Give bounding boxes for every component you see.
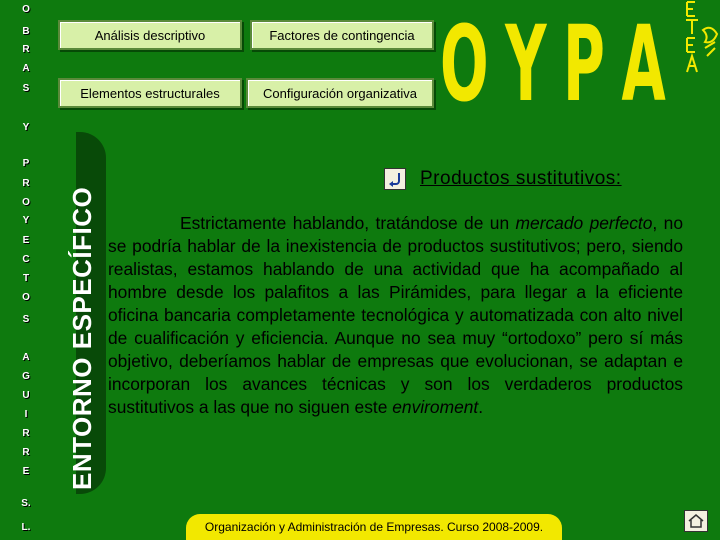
factores-contingencia-button[interactable]: Factores de contingencia: [250, 20, 434, 50]
side-letter: U: [22, 390, 30, 401]
side-letter: S: [22, 83, 30, 94]
side-letter: C: [22, 254, 30, 265]
side-letter: O: [22, 292, 30, 303]
return-arrow-icon: [387, 171, 403, 187]
side-letter: A: [22, 352, 30, 363]
side-letter: G: [22, 371, 30, 382]
body-paragraph: [108, 212, 683, 419]
configuracion-organizativa-button[interactable]: Configuración organizativa: [246, 78, 434, 108]
body-text-italic: mercado perfecto: [515, 213, 653, 233]
side-letter: R: [22, 428, 30, 439]
side-letter: O: [22, 4, 30, 15]
side-letter: Y: [22, 122, 30, 133]
side-letters: [0, 0, 44, 540]
side-letter: R: [22, 178, 30, 189]
logo-letter: Y: [505, 14, 547, 118]
logo-letter: O: [440, 14, 489, 118]
side-letter: S.: [21, 498, 31, 509]
body-text-part: .: [478, 397, 484, 417]
etea-emblem-icon: [683, 0, 720, 80]
side-letter: T: [22, 273, 30, 284]
house-icon: [688, 514, 704, 528]
elementos-estructurales-button[interactable]: Elementos estructurales: [58, 78, 242, 108]
body-text-italic: enviroment: [392, 397, 479, 417]
side-title: ENTORNO ESPECÍFICO: [67, 186, 97, 490]
side-letter: B: [22, 26, 30, 37]
side-letter: E: [22, 235, 30, 246]
home-icon[interactable]: [684, 510, 708, 532]
side-letter: P: [22, 158, 30, 169]
side-letter: A: [22, 63, 30, 74]
section-heading: Productos sustitutivos:: [420, 168, 622, 189]
side-letter: E: [22, 466, 30, 477]
side-letter: O: [22, 197, 30, 208]
body-text-part: , no se podría hablar de la inexistencia de productos sustitutivos; pero, siendo realistas, estamos hablando de una actividad que ha acompañado al hombre desde los palafitos a las Pirámides, para llegar a la eficiente oficina bancaria completamente tecnológica y automatizada con alto nivel de cualificación y eficiencia. Aunque no sea muy “ortodoxo” pero sí más objetivo, deberíamos hablar de empresas que evolucionan, se adaptan e incorporan los avances técnicas y son los verdaderos productos sustitutivos a las que no siguen este: [108, 213, 683, 417]
side-letter: I: [24, 409, 28, 420]
side-letter: Y: [22, 215, 30, 226]
side-letter: L.: [21, 522, 31, 533]
side-letter: R: [22, 44, 30, 55]
side-letter: R: [22, 447, 30, 458]
logo-letter: A: [621, 14, 666, 118]
footer-banner: Organización y Administración de Empresas. Curso 2008-2009.: [186, 514, 562, 540]
return-icon[interactable]: [384, 168, 406, 190]
body-text-part: Estrictamente hablando, tratándose de un: [180, 213, 516, 233]
analisis-descriptivo-button[interactable]: Análisis descriptivo: [58, 20, 242, 50]
side-letter: S: [22, 314, 30, 325]
logo-letter: P: [563, 14, 605, 118]
oypa-logo: [440, 14, 680, 118]
